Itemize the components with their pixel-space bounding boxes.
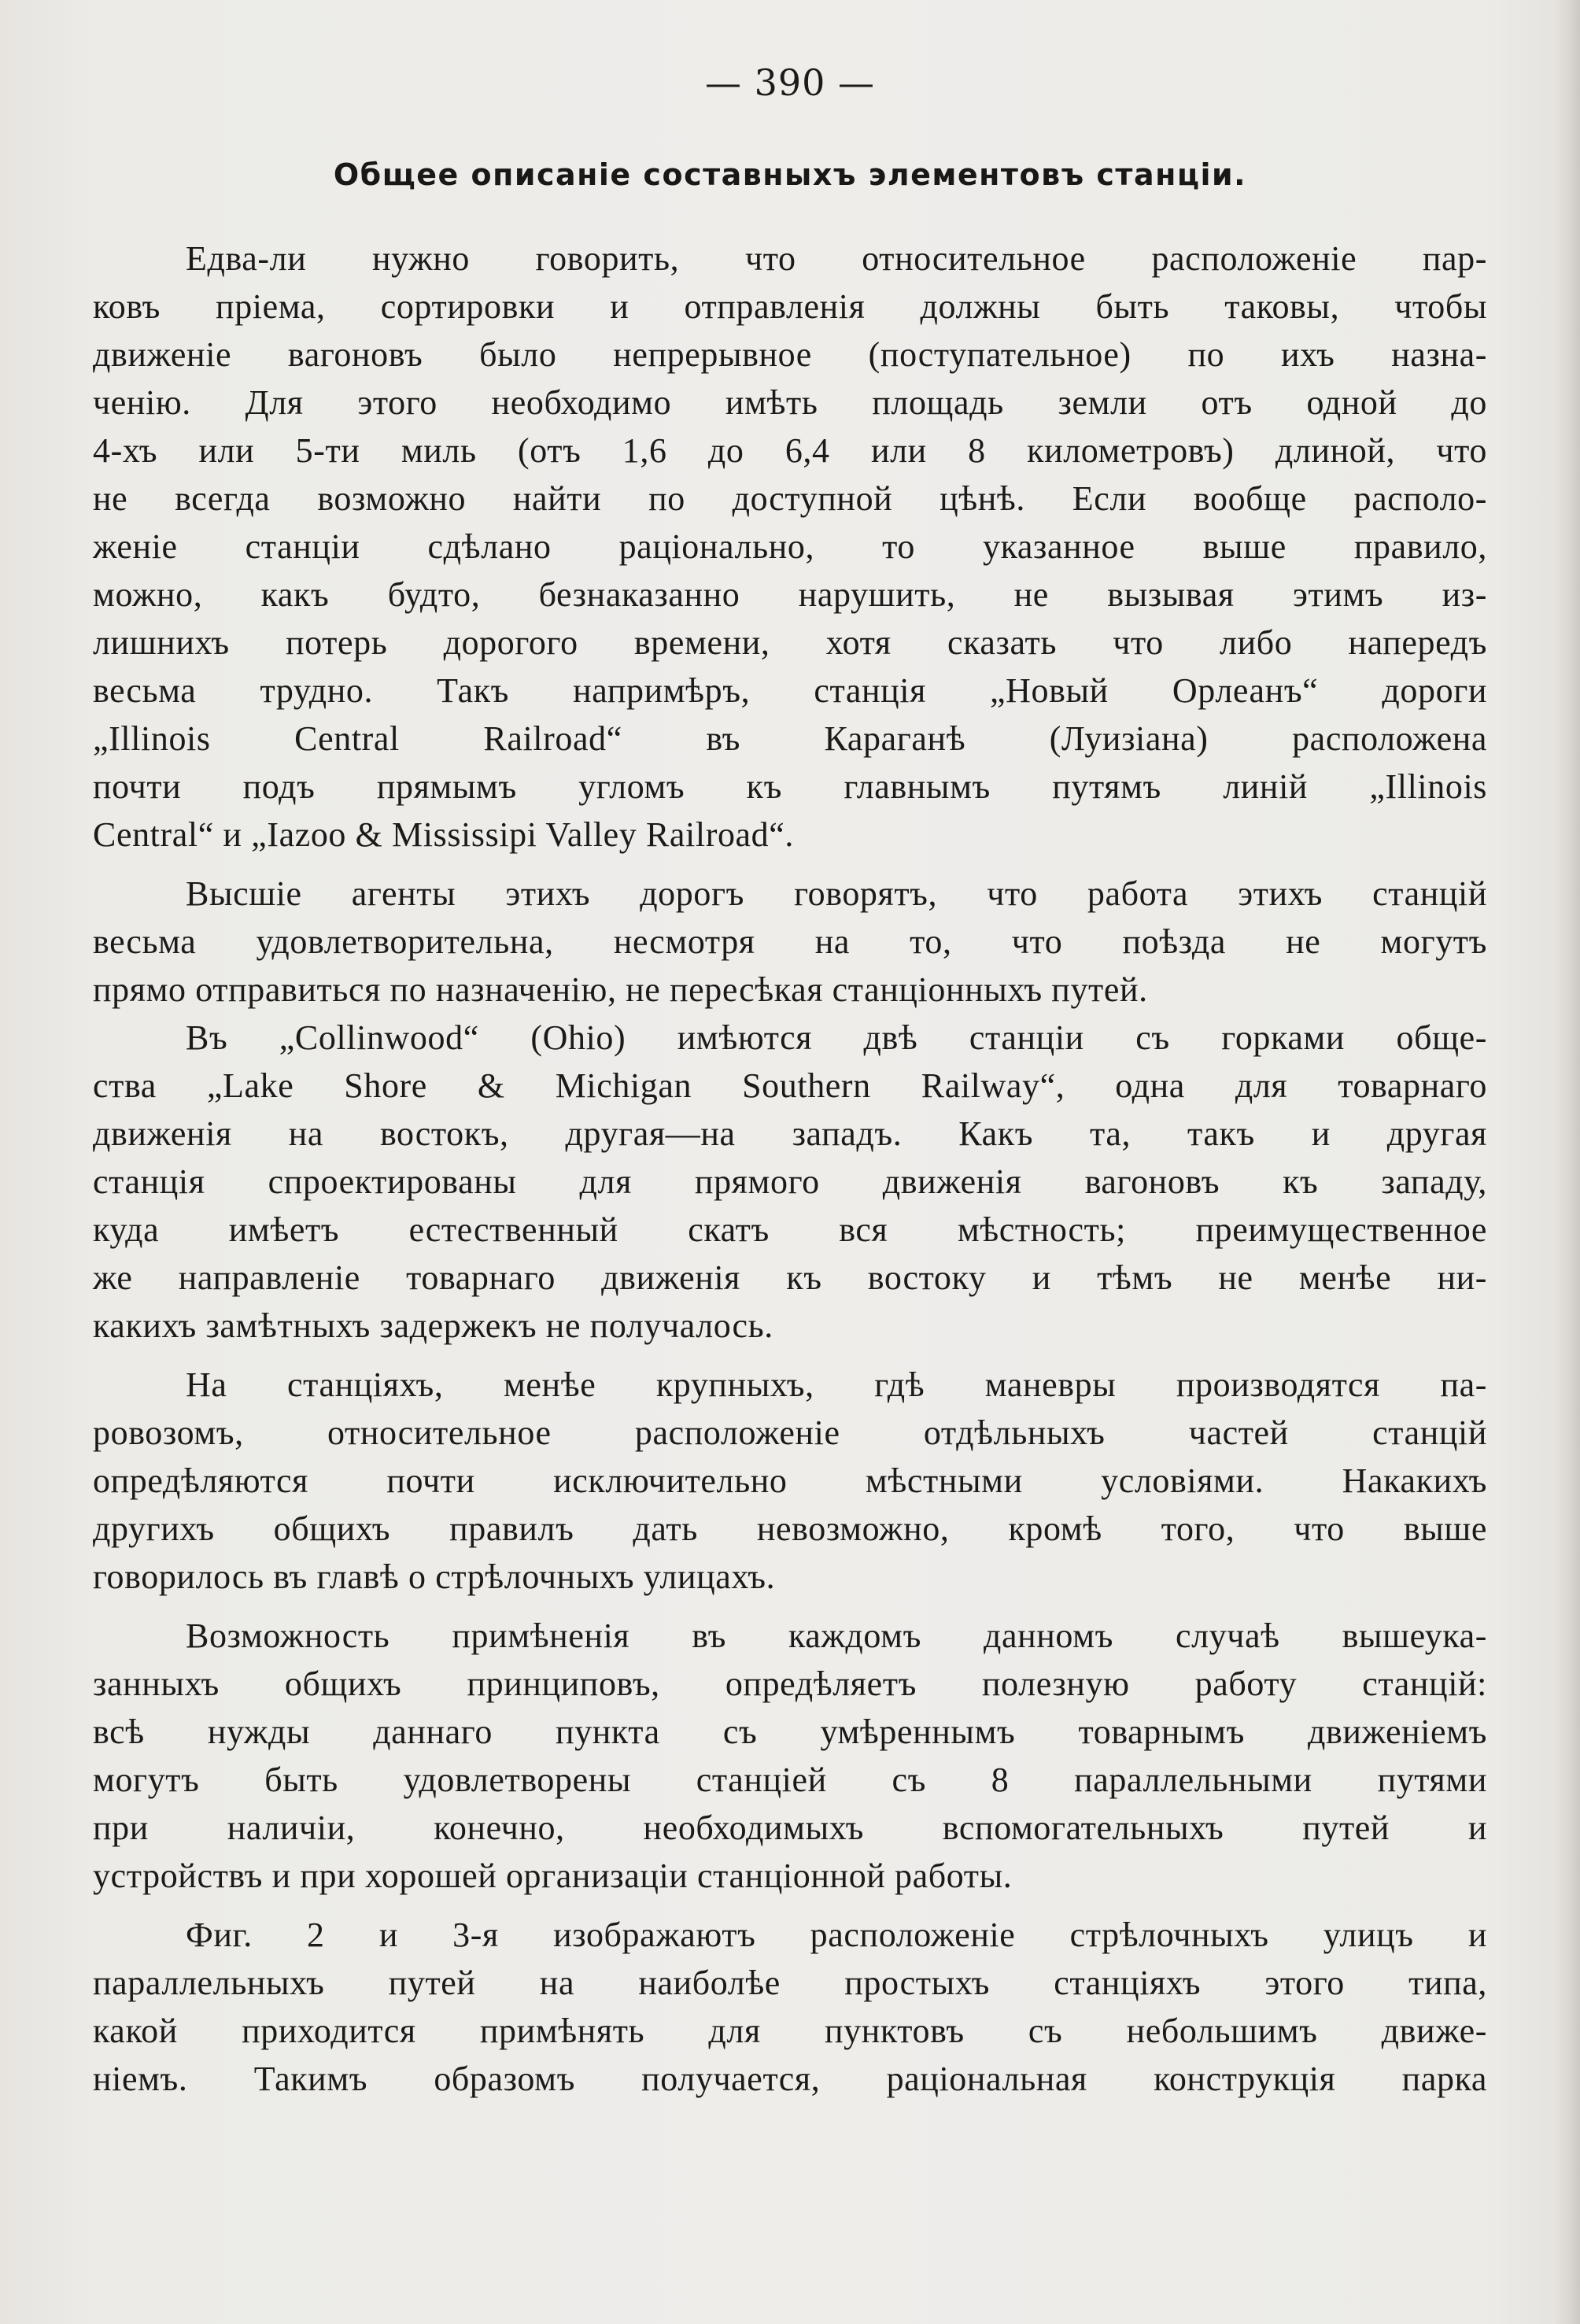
text-line: „Illinois Central Railroad“ въ Караганѣ (Луизіана) расположена (93, 719, 1487, 758)
text-line: какихъ замѣтныхъ задержекъ не получалось. (93, 1306, 773, 1345)
text-line: устройствъ и при хорошей организаціи станціонной работы. (93, 1857, 1013, 1895)
text-line: прямо отправиться по назначенію, не пересѣкая станціонныхъ путей. (93, 970, 1148, 1009)
text-line: другихъ общихъ правилъ дать невозможно, кромѣ того, что выше (93, 1509, 1487, 1548)
text-line: движеніе вагоновъ было непрерывное (поступательное) по ихъ назна- (93, 335, 1487, 374)
text-line: ніемъ. Такимъ образомъ получается, раціональная конструкція парка (93, 2060, 1487, 2098)
text-line: весьма удовлетворительна, несмотря на то, что поѣзда не могутъ (93, 922, 1487, 961)
text-line: говорилось въ главѣ о стрѣлочныхъ улицахъ. (93, 1557, 776, 1596)
text-line: опредѣляются почти исключительно мѣстными условіями. Накакихъ (93, 1461, 1487, 1500)
text-line: На станціяхъ, менѣе крупныхъ, гдѣ маневры производятся па- (186, 1365, 1487, 1404)
text-line: при наличіи, конечно, необходимыхъ вспомогательныхъ путей и (93, 1809, 1487, 1847)
text-line: ровозомъ, относительное расположеніе отдѣльныхъ частей станцій (93, 1413, 1487, 1452)
text-line: ковъ пріема, сортировки и отправленія должны быть таковы, чтобы (93, 287, 1487, 326)
text-line: всѣ нужды даннаго пункта съ умѣреннымъ товарнымъ движеніемъ (93, 1713, 1487, 1751)
text-line: Высшіе агенты этихъ дорогъ говорятъ, что работа этихъ станцій (186, 874, 1487, 913)
text-line: какой приходится примѣнять для пунктовъ съ небольшимъ движе- (93, 2012, 1487, 2050)
section-title: Общее описаніе составныхъ элементовъ станціи. (333, 157, 1247, 192)
paragraph-2 (93, 870, 1487, 1014)
text-line: 4-хъ или 5-ти миль (отъ 1,6 до 6,4 или 8 километровъ) длиной, что (93, 431, 1487, 470)
paragraph-5 (93, 1612, 1487, 1900)
text-line: могутъ быть удовлетворены станціей съ 8 параллельными путями (93, 1761, 1487, 1799)
text-line: Central“ и „Iazoo & Mississipi Valley Railroad“. (93, 815, 795, 854)
text-line: станція спроектированы для прямого движенія вагоновъ къ западу, (93, 1162, 1487, 1201)
text-line: занныхъ общихъ принциповъ, опредѣляетъ полезную работу станцій: (93, 1664, 1487, 1703)
text-line: лишнихъ потерь дорогого времени, хотя сказать что либо напередъ (93, 623, 1487, 662)
text-line: Въ „Collinwood“ (Ohio) имѣются двѣ станціи съ горками обще- (186, 1018, 1487, 1057)
text-line: Едва-ли нужно говорить, что относительное расположеніе пар- (186, 239, 1487, 278)
text-line: весьма трудно. Такъ напримѣръ, станція „Новый Орлеанъ“ дороги (93, 671, 1487, 710)
text-body (93, 235, 1487, 2103)
text-line: женіе станціи сдѣлано раціонально, то указанное выше правило, (93, 527, 1487, 566)
text-line: ченію. Для этого необходимо имѣть площадь земли отъ одной до (93, 383, 1487, 422)
page-number: — 390 — (704, 61, 876, 104)
text-line: можно, какъ будто, безнаказанно нарушить, не вызывая этимъ из- (93, 575, 1487, 614)
text-line: Фиг. 2 и 3-я изображаютъ расположеніе стрѣлочныхъ улицъ и (186, 1916, 1487, 1954)
text-line: параллельныхъ путей на наиболѣе простыхъ станціяхъ этого типа, (93, 1964, 1487, 2002)
text-line: не всегда возможно найти по доступной цѣнѣ. Если вообще располо- (93, 479, 1487, 518)
paragraph-3 (93, 1014, 1487, 1350)
paragraph-4 (93, 1361, 1487, 1601)
text-line: движенія на востокъ, другая—на западъ. Какъ та, такъ и другая (93, 1114, 1487, 1153)
text-line: ства „Lake Shore & Michigan Southern Railway“, одна для товарнаго (93, 1066, 1487, 1105)
text-line: куда имѣетъ естественный скатъ вся мѣстность; преимущественное (93, 1210, 1487, 1249)
text-line: почти подъ прямымъ угломъ къ главнымъ путямъ линій „Illinois (93, 767, 1487, 806)
text-line: Возможность примѣненія въ каждомъ данномъ случаѣ вышеука- (186, 1616, 1487, 1655)
text-line: же направленіе товарнаго движенія къ востоку и тѣмъ не менѣе ни- (93, 1258, 1487, 1297)
paragraph-6 (93, 1911, 1487, 2103)
paragraph-1 (93, 235, 1487, 859)
page-edge-shadow (1553, 0, 1580, 2324)
